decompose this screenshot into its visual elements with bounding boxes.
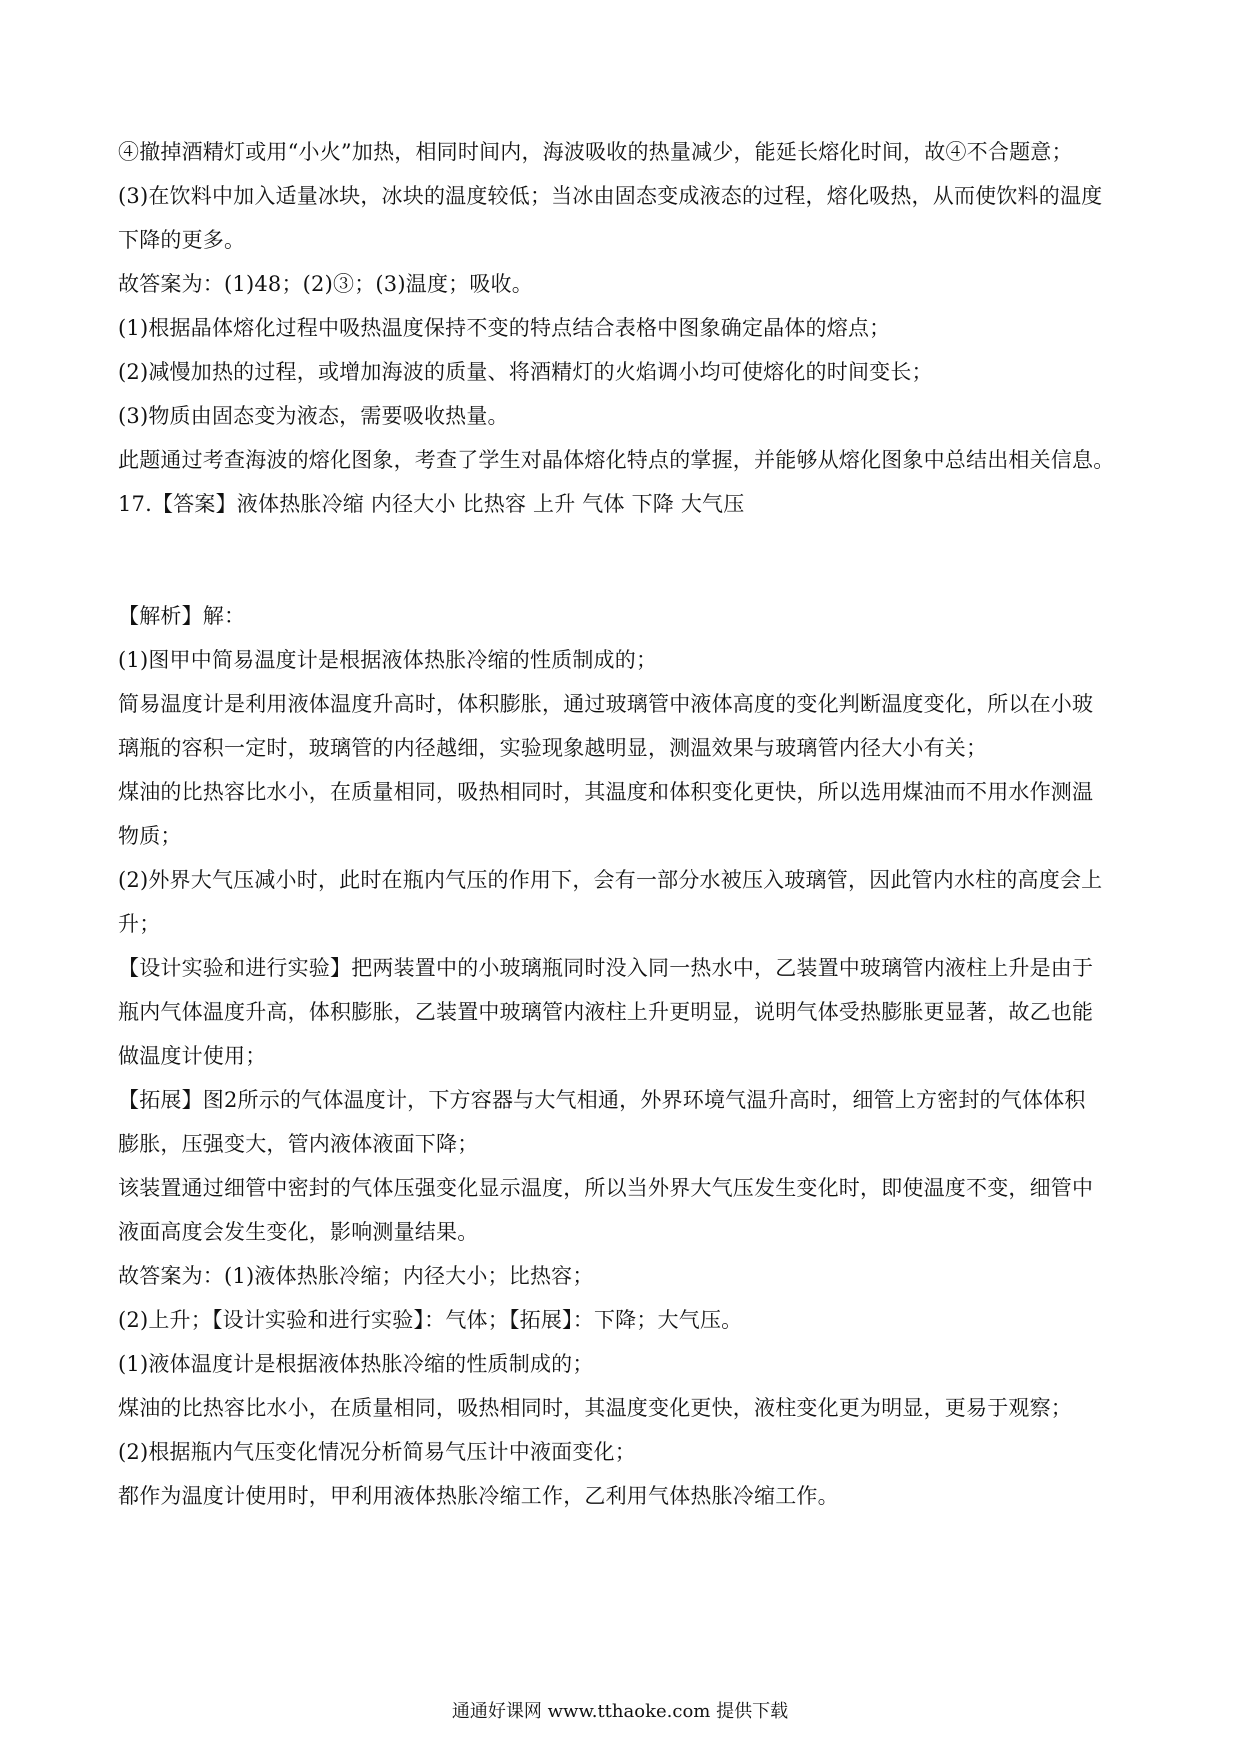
text-line: 【拓展】图2所示的气体温度计，下方容器与大气相通，外界环境气温升高时，细管上方密封的气体体积 (118, 1088, 1086, 1112)
text-line: ④撤掉酒精灯或用“小火”加热，相同时间内，海波吸收的热量减少，能延长熔化时间，故④不合题意； (118, 140, 1073, 164)
answer-line: 17.【答案】液体热胀冷缩 内径大小 比热容 上升 气体 下降 大气压 (118, 492, 745, 516)
text-line: 故答案为：(1)48；(2)③；(3)温度；吸收。 (118, 272, 533, 296)
text-line: 下降的更多。 (118, 228, 246, 252)
text-line: (2)外界大气压减小时，此时在瓶内气压的作用下，会有一部分水被压入玻璃管，因此管内水柱的高度会上 (118, 868, 1103, 892)
text-line: (3)在饮料中加入适量冰块，冰块的温度较低；当冰由固态变成液态的过程，熔化吸热，从而使饮料的温度 (118, 184, 1103, 208)
text-line: 煤油的比热容比水小，在质量相同，吸热相同时，其温度和体积变化更快，所以选用煤油而不用水作测温 (118, 780, 1094, 804)
text-line: 该装置通过细管中密封的气体压强变化显示温度，所以当外界大气压发生变化时，即使温度不变，细管中 (118, 1176, 1094, 1200)
text-line: 简易温度计是利用液体温度升高时，体积膨胀，通过玻璃管中液体高度的变化判断温度变化，所以在小玻 (118, 692, 1094, 716)
text-line: 煤油的比热容比水小，在质量相同，吸热相同时，其温度变化更快，液柱变化更为明显，更易于观察； (118, 1396, 1072, 1420)
analysis-heading: 【解析】解： (118, 604, 246, 628)
text-line: 瓶内气体温度升高，体积膨胀，乙装置中玻璃管内液柱上升更明显，说明气体受热膨胀更显著，故乙也能 (118, 1000, 1094, 1024)
text-line: (2)减慢加热的过程，或增加海波的质量、将酒精灯的火焰调小均可使熔化的时间变长； (118, 360, 933, 384)
text-line: 膨胀，压强变大，管内液体液面下降； (118, 1132, 479, 1156)
text-line: 升； (118, 912, 161, 936)
text-line: 液面高度会发生变化，影响测量结果。 (118, 1220, 479, 1244)
text-line: 做温度计使用； (118, 1044, 267, 1068)
text-line: (1)液体温度计是根据液体热胀冷缩的性质制成的； (118, 1352, 594, 1376)
text-line: (2)上升；【设计实验和进行实验】：气体；【拓展】：下降；大气压。 (118, 1308, 743, 1332)
page-footer: 通通好课网 www.tthaoke.com 提供下载 (451, 1701, 789, 1722)
text-line: 物质； (118, 824, 182, 848)
text-line: (2)根据瓶内气压变化情况分析简易气压计中液面变化； (118, 1440, 636, 1464)
text-line: 都作为温度计使用时，甲利用液体热胀冷缩工作，乙利用气体热胀冷缩工作。 (118, 1484, 839, 1508)
text-line: (1)根据晶体熔化过程中吸热温度保持不变的特点结合表格中图象确定晶体的熔点； (118, 316, 891, 340)
text-line: (1)图甲中简易温度计是根据液体热胀冷缩的性质制成的； (118, 648, 658, 672)
text-line: 此题通过考查海波的熔化图象，考查了学生对晶体熔化特点的掌握，并能够从熔化图象中总结出相关信息。 (118, 448, 1115, 472)
text-line: (3)物质由固态变为液态，需要吸收热量。 (118, 404, 509, 428)
text-line: 故答案为：(1)液体热胀冷缩；内径大小；比热容； (118, 1264, 594, 1288)
text-line: 【设计实验和进行实验】把两装置中的小玻璃瓶同时没入同一热水中，乙装置中玻璃管内液柱上升是由于 (118, 956, 1094, 980)
text-line: 璃瓶的容积一定时，玻璃管的内径越细，实验现象越明显，测温效果与玻璃管内径大小有关； (118, 736, 988, 760)
